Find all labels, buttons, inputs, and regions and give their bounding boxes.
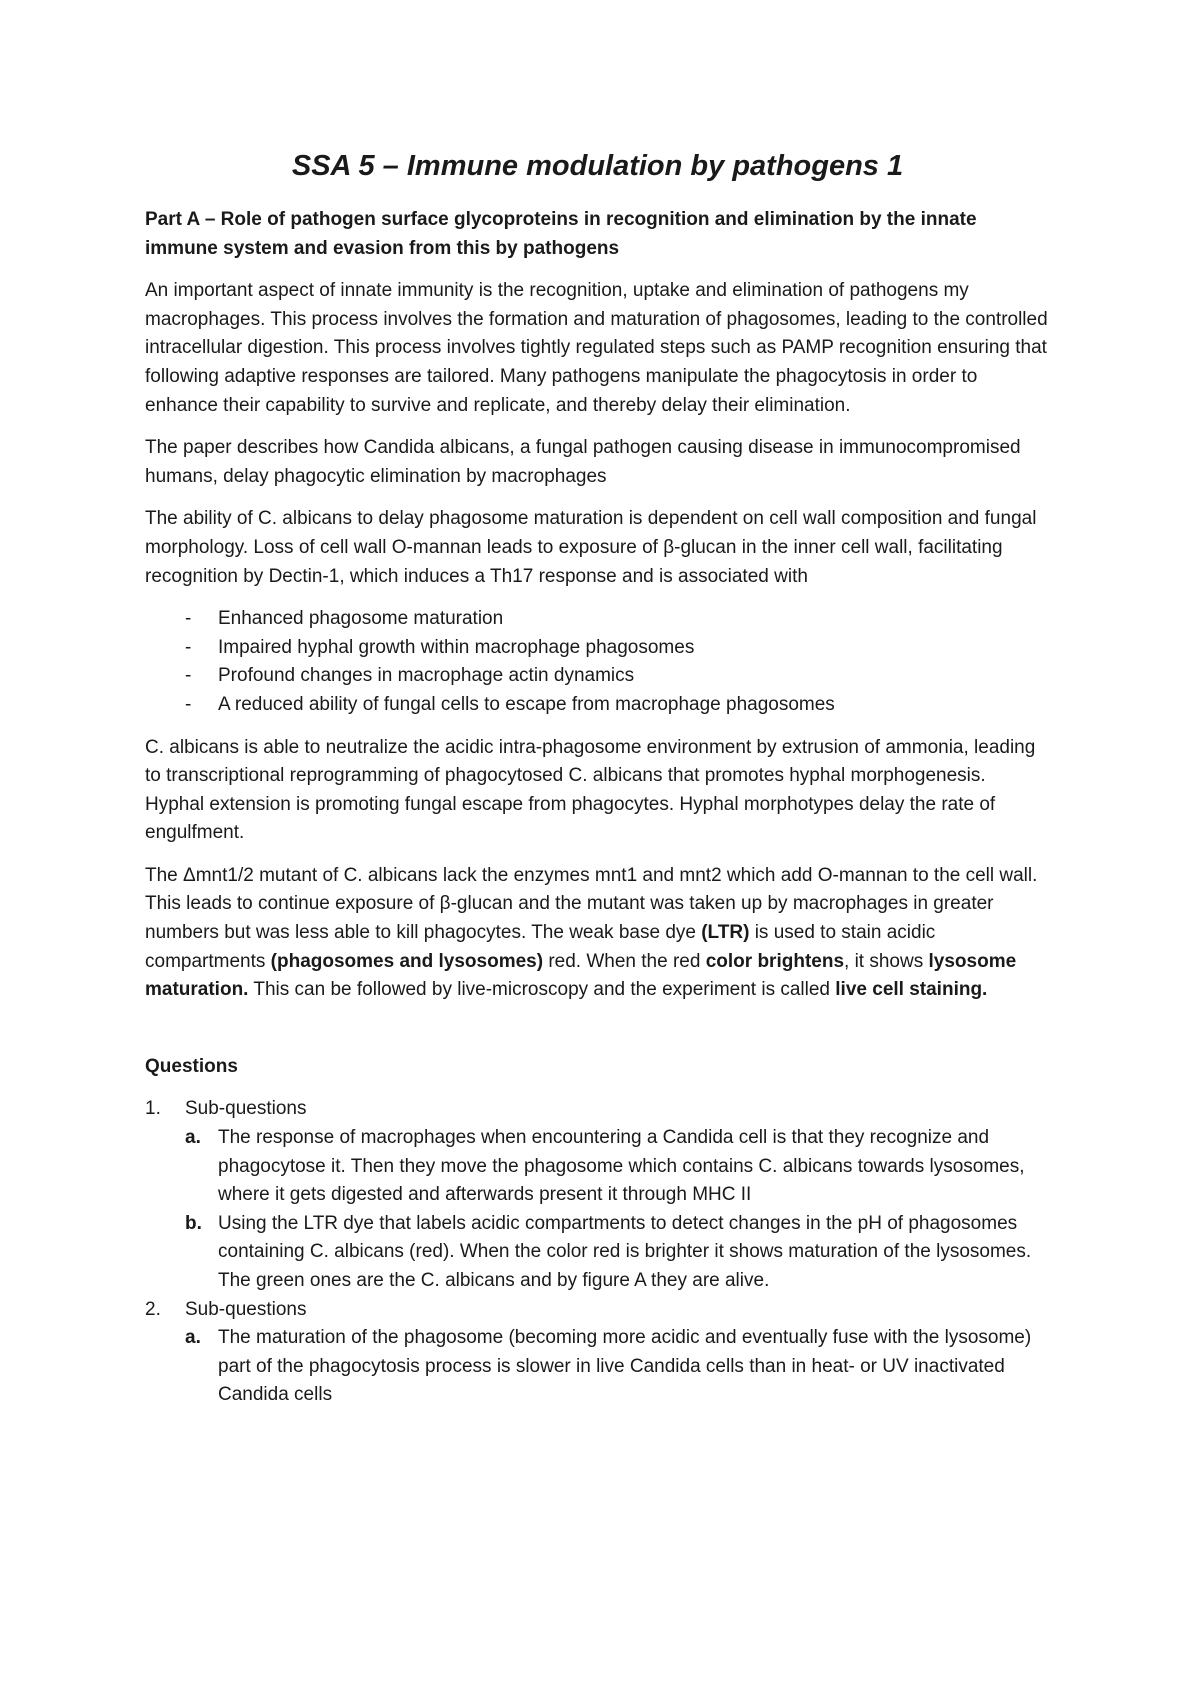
list-item: [145, 662, 1050, 691]
sub-question-text: The maturation of the phagosome (becoming more acidic and eventually fuse with the lysosome) part of the phagocytosis process is slower in live Candida cells than in heat- or UV inactivated Candida cells: [218, 1327, 1032, 1406]
ammonia-paragraph: C. albicans is able to neutralize the acidic intra-phagosome environment by extrusion of ammonia, leading to transcriptional reprogramming of phagocytosed C. albicans that promotes hyphal morphogenesis. Hyphal extension is promoting fungal escape from phagocytes. Hyphal morphotypes delay the rate of engulfment.: [145, 736, 1036, 844]
question-item: [145, 1095, 1050, 1124]
mutant-paragraph: The Δmnt1/2 mutant of C. albicans lack the enzymes mnt1 and mnt2 which add O-mannan to the cell wall. This leads to continue exposure of β-glucan and the mutant was taken up by macrophages in greater numbers but was less able to kill phagocytes. The weak base dye (LTR) is used to stain acidic compartments (phagosomes and lysosomes) red. When the red color brightens, it shows lysosome maturation. This can be followed by live-microscopy and the experiment is called live cell staining.: [145, 864, 1038, 1001]
list-item: [145, 634, 1050, 663]
questions-heading: Questions: [145, 1055, 238, 1077]
sub-question-letter: b.: [185, 1212, 202, 1234]
list-item-text: Profound changes in macrophage actin dynamics: [218, 665, 635, 687]
dash-bullet: -: [185, 665, 192, 687]
question-item: [145, 1296, 1050, 1325]
sub-question-letter: a.: [185, 1327, 201, 1349]
sub-question: [145, 1324, 1050, 1410]
sub-question: [145, 1124, 1050, 1210]
sub-question-text: The response of macrophages when encountering a Candida cell is that they recognize and phagocytose it. Then they move the phagosome which contains C. albicans towards lysosomes, where it gets digested and afterwards present it through MHC II: [218, 1127, 1025, 1206]
effects-list: [145, 605, 1050, 719]
dash-bullet: -: [185, 693, 192, 715]
question-list: [145, 1095, 1050, 1410]
list-item-text: A reduced ability of fungal cells to escape from macrophage phagosomes: [218, 693, 835, 715]
cell-wall-paragraph: The ability of C. albicans to delay phagosome maturation is dependent on cell wall composition and fungal morphology. Loss of cell wall O-mannan leads to exposure of β-glucan in the inner cell wall, facilitating recognition by Dectin-1, which induces a Th17 response and is associated with: [145, 508, 1037, 587]
question-number: 1.: [145, 1098, 161, 1120]
sub-question-text: Using the LTR dye that labels acidic compartments to detect changes in the pH of phagosomes containing C. albicans (red). When the color red is brighter it shows maturation of the lysosomes. The green ones are the C. albicans and by figure A they are alive.: [218, 1212, 1032, 1291]
dash-bullet: -: [185, 608, 192, 630]
dash-bullet: -: [185, 636, 192, 658]
sub-question: [145, 1210, 1050, 1296]
page-title: SSA 5 – Immune modulation by pathogens 1: [291, 150, 904, 182]
question-label: Sub-questions: [185, 1298, 307, 1320]
list-item-text: Impaired hyphal growth within macrophage phagosomes: [218, 636, 695, 658]
question-label: Sub-questions: [185, 1098, 307, 1120]
list-item-text: Enhanced phagosome maturation: [218, 608, 504, 630]
intro-paragraph: An important aspect of innate immunity is the recognition, uptake and elimination of pathogens my macrophages. This process involves the formation and maturation of phagosomes, leading to the controlled intracellular digestion. This process involves tightly regulated steps such as PAMP recognition ensuring that following adaptive responses are tailored. Many pathogens manipulate the phagocytosis in order to enhance their capability to survive and replicate, and thereby delay their elimination.: [145, 280, 1048, 416]
question-number: 2.: [145, 1298, 161, 1320]
sub-question-letter: a.: [185, 1127, 201, 1149]
paper-description-paragraph: The paper describes how Candida albicans, a fungal pathogen causing disease in immunocompromised humans, delay phagocytic elimination by macrophages: [145, 437, 1021, 487]
part-a-heading: Part A – Role of pathogen surface glycoproteins in recognition and elimination by the innate immune system and evasion from this by pathogens: [145, 209, 977, 259]
list-item: [145, 605, 1050, 634]
list-item: [145, 691, 1050, 720]
